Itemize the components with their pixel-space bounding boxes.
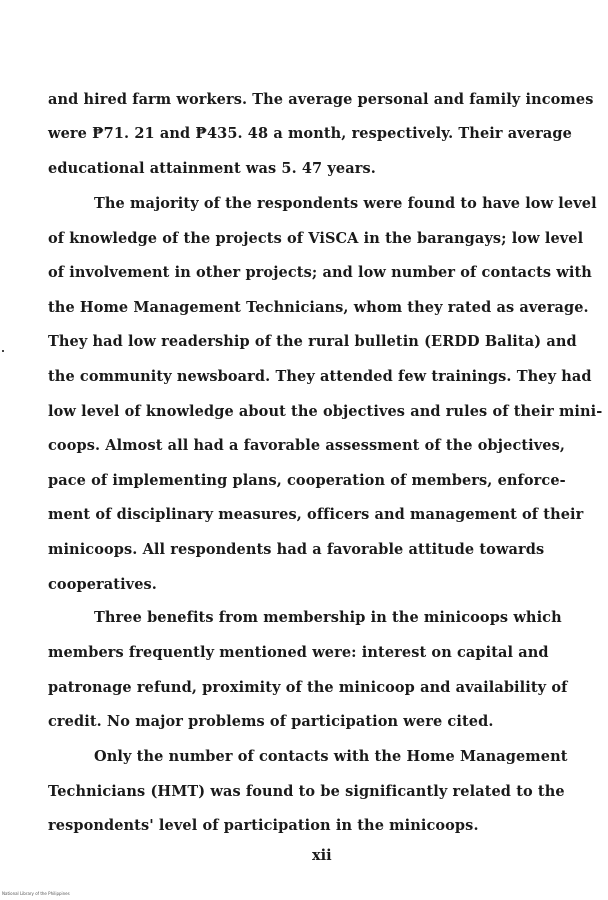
text-line: educational attainment was 5. 47 years. xyxy=(48,160,376,177)
text-line: respondents' level of participation in the minicoops. xyxy=(48,817,479,834)
text-line: Technicians (HMT) was found to be significantly related to the xyxy=(48,783,565,800)
text-line: minicoops. All respondents had a favorable attitude towards xyxy=(48,541,545,558)
paragraph-start-line: The majority of the respondents were found to have low level xyxy=(94,195,597,212)
text-line: low level of knowledge about the objectives and rules of their mini- xyxy=(48,403,603,420)
text-line: ment of disciplinary measures, officers and management of their xyxy=(48,506,584,523)
text-line: the community newsboard. They attended few trainings. They had xyxy=(48,368,592,385)
text-line: They had low readership of the rural bulletin (ERDD Balita) and xyxy=(48,333,577,350)
text-line: pace of implementing plans, cooperation of members, enforce- xyxy=(48,472,566,489)
text-line: and hired farm workers. The average personal and family incomes xyxy=(48,91,594,108)
text-line: coops. Almost all had a favorable assessment of the objectives, xyxy=(48,437,566,454)
text-line: were ₱71. 21 and ₱435. 48 a month, respectively. Their average xyxy=(48,125,572,142)
text-line: of knowledge of the projects of ViSCA in the barangays; low level xyxy=(48,230,584,247)
paragraph-start-line: Three benefits from membership in the minicoops which xyxy=(94,609,562,626)
margin-mark xyxy=(2,350,4,352)
page-number: xii xyxy=(312,847,332,864)
text-line: of involvement in other projects; and low number of contacts with xyxy=(48,264,592,281)
text-line: cooperatives. xyxy=(48,576,157,593)
text-line: credit. No major problems of participation were cited. xyxy=(48,713,494,730)
text-line: patronage refund, proximity of the minicoop and availability of xyxy=(48,679,568,696)
paragraph-start-line: Only the number of contacts with the Home Management xyxy=(94,748,568,765)
footer-note: National Library of the Philippines xyxy=(2,891,70,896)
text-line: members frequently mentioned were: interest on capital and xyxy=(48,644,549,661)
text-line: the Home Management Technicians, whom they rated as average. xyxy=(48,299,589,316)
